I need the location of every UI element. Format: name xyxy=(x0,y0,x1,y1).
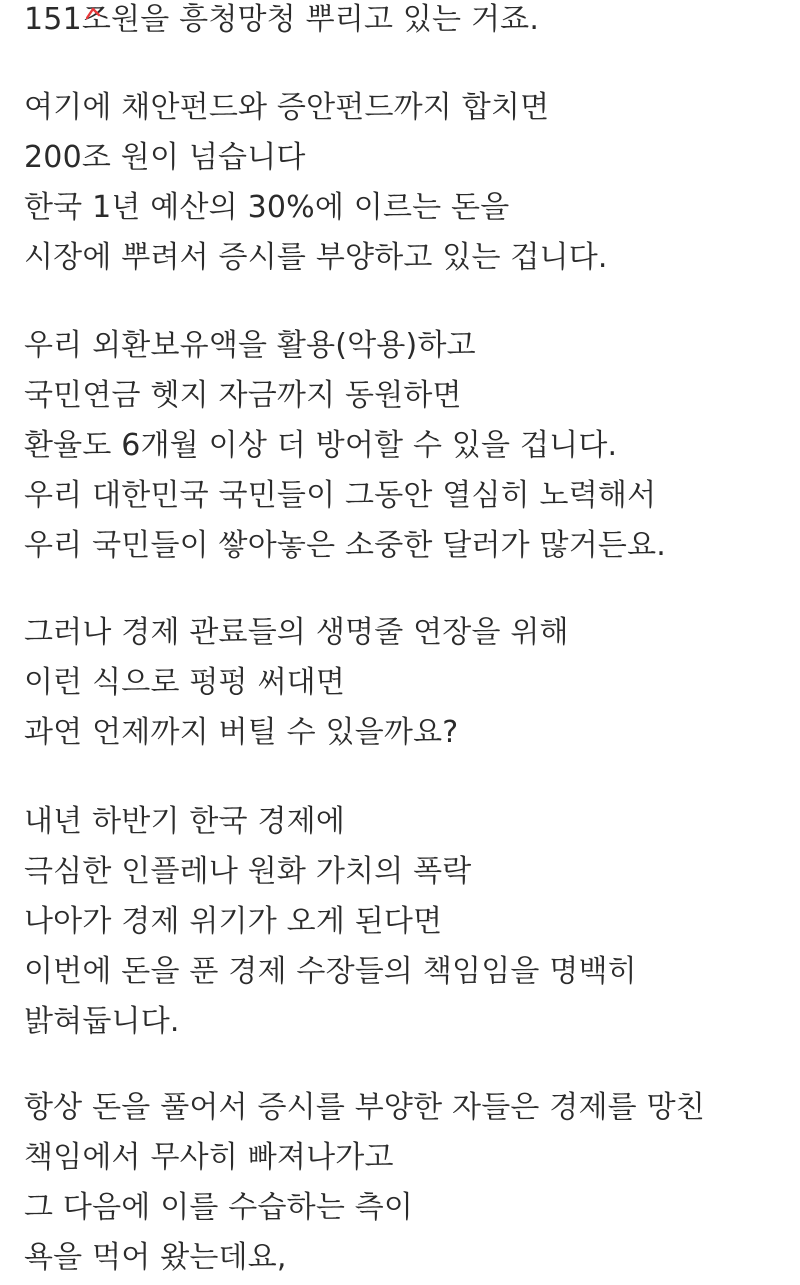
text-line: 극심한 인플레나 원화 가치의 폭락 xyxy=(24,854,472,889)
text-line: 과연 언제까지 버틸 수 있을까요? xyxy=(24,715,459,750)
text-line: 우리 국민들이 쌓아놓은 소중한 달러가 많거든요. xyxy=(24,528,667,563)
text-line: 이번에 돈을 푼 경제 수장들의 책임임을 명백히 xyxy=(24,954,637,989)
text-line: 우리 대한민국 국민들이 그동안 열심히 노력해서 xyxy=(24,478,657,513)
text-line: 나아가 경제 위기가 오게 된다면 xyxy=(24,904,443,939)
text-line: 151조원을 흥청망청 뿌리고 있는 거죠. xyxy=(24,2,540,37)
text-line: 국민연금 헷지 자금까지 동원하면 xyxy=(24,378,462,413)
text-line: 항상 돈을 풀어서 증시를 부양한 자들은 경제를 망친 xyxy=(24,1090,705,1125)
text-line: 밝혀둡니다. xyxy=(24,1004,180,1039)
selection-handle-icon[interactable] xyxy=(86,6,100,20)
text-line: 한국 1년 예산의 30%에 이르는 돈을 xyxy=(24,190,510,225)
text-line: 욕을 먹어 왔는데요, xyxy=(24,1240,287,1275)
text-line: 내년 하반기 한국 경제에 xyxy=(24,804,346,839)
text-line: 여기에 채안펀드와 증안펀드까지 합치면 xyxy=(24,90,550,125)
text-line: 책임에서 무사히 빠져나가고 xyxy=(24,1140,394,1175)
text-line: 환율도 6개월 이상 더 방어할 수 있을 겁니다. xyxy=(24,428,618,463)
text-line: 우리 외환보유액을 활용(악용)하고 xyxy=(24,328,476,363)
text-line: 그러나 경제 관료들의 생명줄 연장을 위해 xyxy=(24,615,569,650)
text-line: 그 다음에 이를 수습하는 측이 xyxy=(24,1190,414,1225)
text-line: 시장에 뿌려서 증시를 부양하고 있는 겁니다. xyxy=(24,240,608,275)
text-line: 이런 식으로 펑펑 써대면 xyxy=(24,665,346,700)
text-line: 200조 원이 넘습니다 xyxy=(24,140,306,175)
